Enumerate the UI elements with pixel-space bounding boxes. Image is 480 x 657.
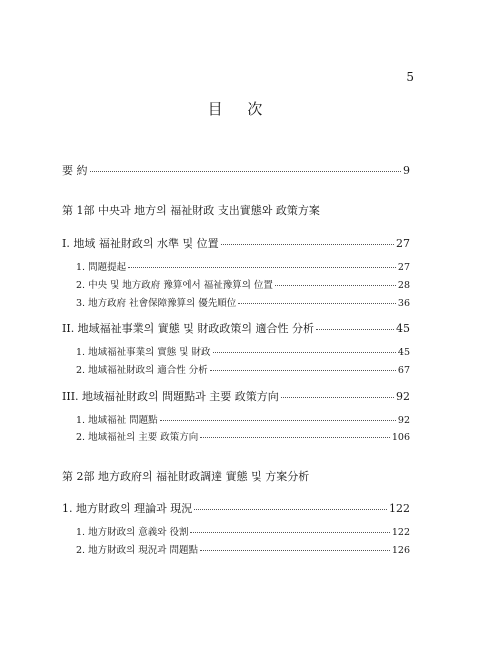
toc-subentry — [62, 263, 410, 273]
toc-page-number: 27 — [396, 237, 410, 250]
toc-page-number: 28 — [397, 280, 410, 291]
dot-leader — [160, 420, 396, 421]
toc-page-number: 122 — [391, 527, 410, 538]
toc-entry — [62, 323, 410, 334]
dot-leader — [275, 285, 396, 286]
toc-page-number: 27 — [397, 262, 410, 273]
toc-label: 2. 地域福祉財政의 適合性 分析 — [76, 365, 208, 376]
toc-entry — [62, 391, 410, 402]
toc-page-number: 36 — [397, 298, 410, 309]
toc-label: 2. 地方財政의 現況과 問題點 — [76, 545, 198, 556]
toc-subentry — [62, 433, 410, 443]
dot-leader — [316, 329, 394, 330]
dot-leader — [238, 303, 396, 304]
toc-subentry — [62, 299, 410, 309]
toc-entry — [62, 238, 410, 249]
toc-label: 2. 中央 및 地方政府 豫算에서 福祉豫算의 位置 — [76, 280, 273, 291]
toc-page-number: 92 — [397, 415, 410, 426]
toc-label: 1. 地域福祉 問題點 — [76, 415, 158, 426]
toc-entry — [62, 165, 410, 176]
part-heading: 第 2部 地方政府의 福祉財政調達 實態 및 方案分析 — [62, 470, 310, 483]
toc-label: I. 地域 福祉財政의 水準 및 位置 — [62, 237, 219, 250]
toc-label: II. 地域福祉事業의 實態 및 財政政策의 適合性 分析 — [62, 322, 315, 335]
toc-subentry — [62, 348, 410, 358]
toc-label: 要 約 — [62, 164, 88, 177]
dot-leader — [210, 370, 396, 371]
toc-label: 1. 地方財政의 意義와 役割 — [76, 527, 189, 538]
toc-subentry — [62, 528, 410, 538]
toc-page-number: 67 — [397, 365, 410, 376]
toc-subentry — [62, 366, 410, 376]
toc-subentry — [62, 546, 410, 556]
toc-label: 1. 地方財政의 理論과 現況 — [62, 502, 193, 515]
toc-page-number: 45 — [396, 322, 410, 335]
dot-leader — [194, 509, 387, 510]
toc-page-number: 122 — [389, 502, 410, 515]
toc-entry — [62, 503, 410, 514]
toc-subentry — [62, 416, 410, 426]
page-number: 5 — [406, 70, 414, 84]
toc-page-number: 106 — [391, 432, 410, 443]
toc-label: 3. 地方政府 社會保障豫算의 優先順位 — [76, 298, 237, 309]
part-heading: 第 1部 中央과 地方의 福祉財政 支出實態와 政策方案 — [62, 204, 320, 217]
dot-leader — [200, 550, 390, 551]
dot-leader — [200, 437, 390, 438]
toc-label: 1. 問題提起 — [76, 262, 127, 273]
toc-page-number: 9 — [403, 164, 410, 177]
dot-leader — [213, 352, 396, 353]
dot-leader — [190, 532, 389, 533]
toc-page-number: 92 — [396, 390, 410, 403]
toc-label: 2. 地域福祉의 主要 政策方向 — [76, 432, 199, 443]
toc-label: 1. 地域福祉事業의 實態 및 財政 — [76, 347, 211, 358]
page-title: 目 次 — [207, 100, 273, 118]
toc-page-number: 126 — [391, 545, 410, 556]
dot-leader — [221, 244, 394, 245]
dot-leader — [90, 171, 402, 172]
dot-leader — [128, 267, 396, 268]
dot-leader — [281, 397, 394, 398]
toc-page-number: 45 — [397, 347, 410, 358]
toc-label: III. 地域福祉財政의 問題點과 主要 政策方向 — [62, 390, 279, 403]
toc-subentry — [62, 281, 410, 291]
